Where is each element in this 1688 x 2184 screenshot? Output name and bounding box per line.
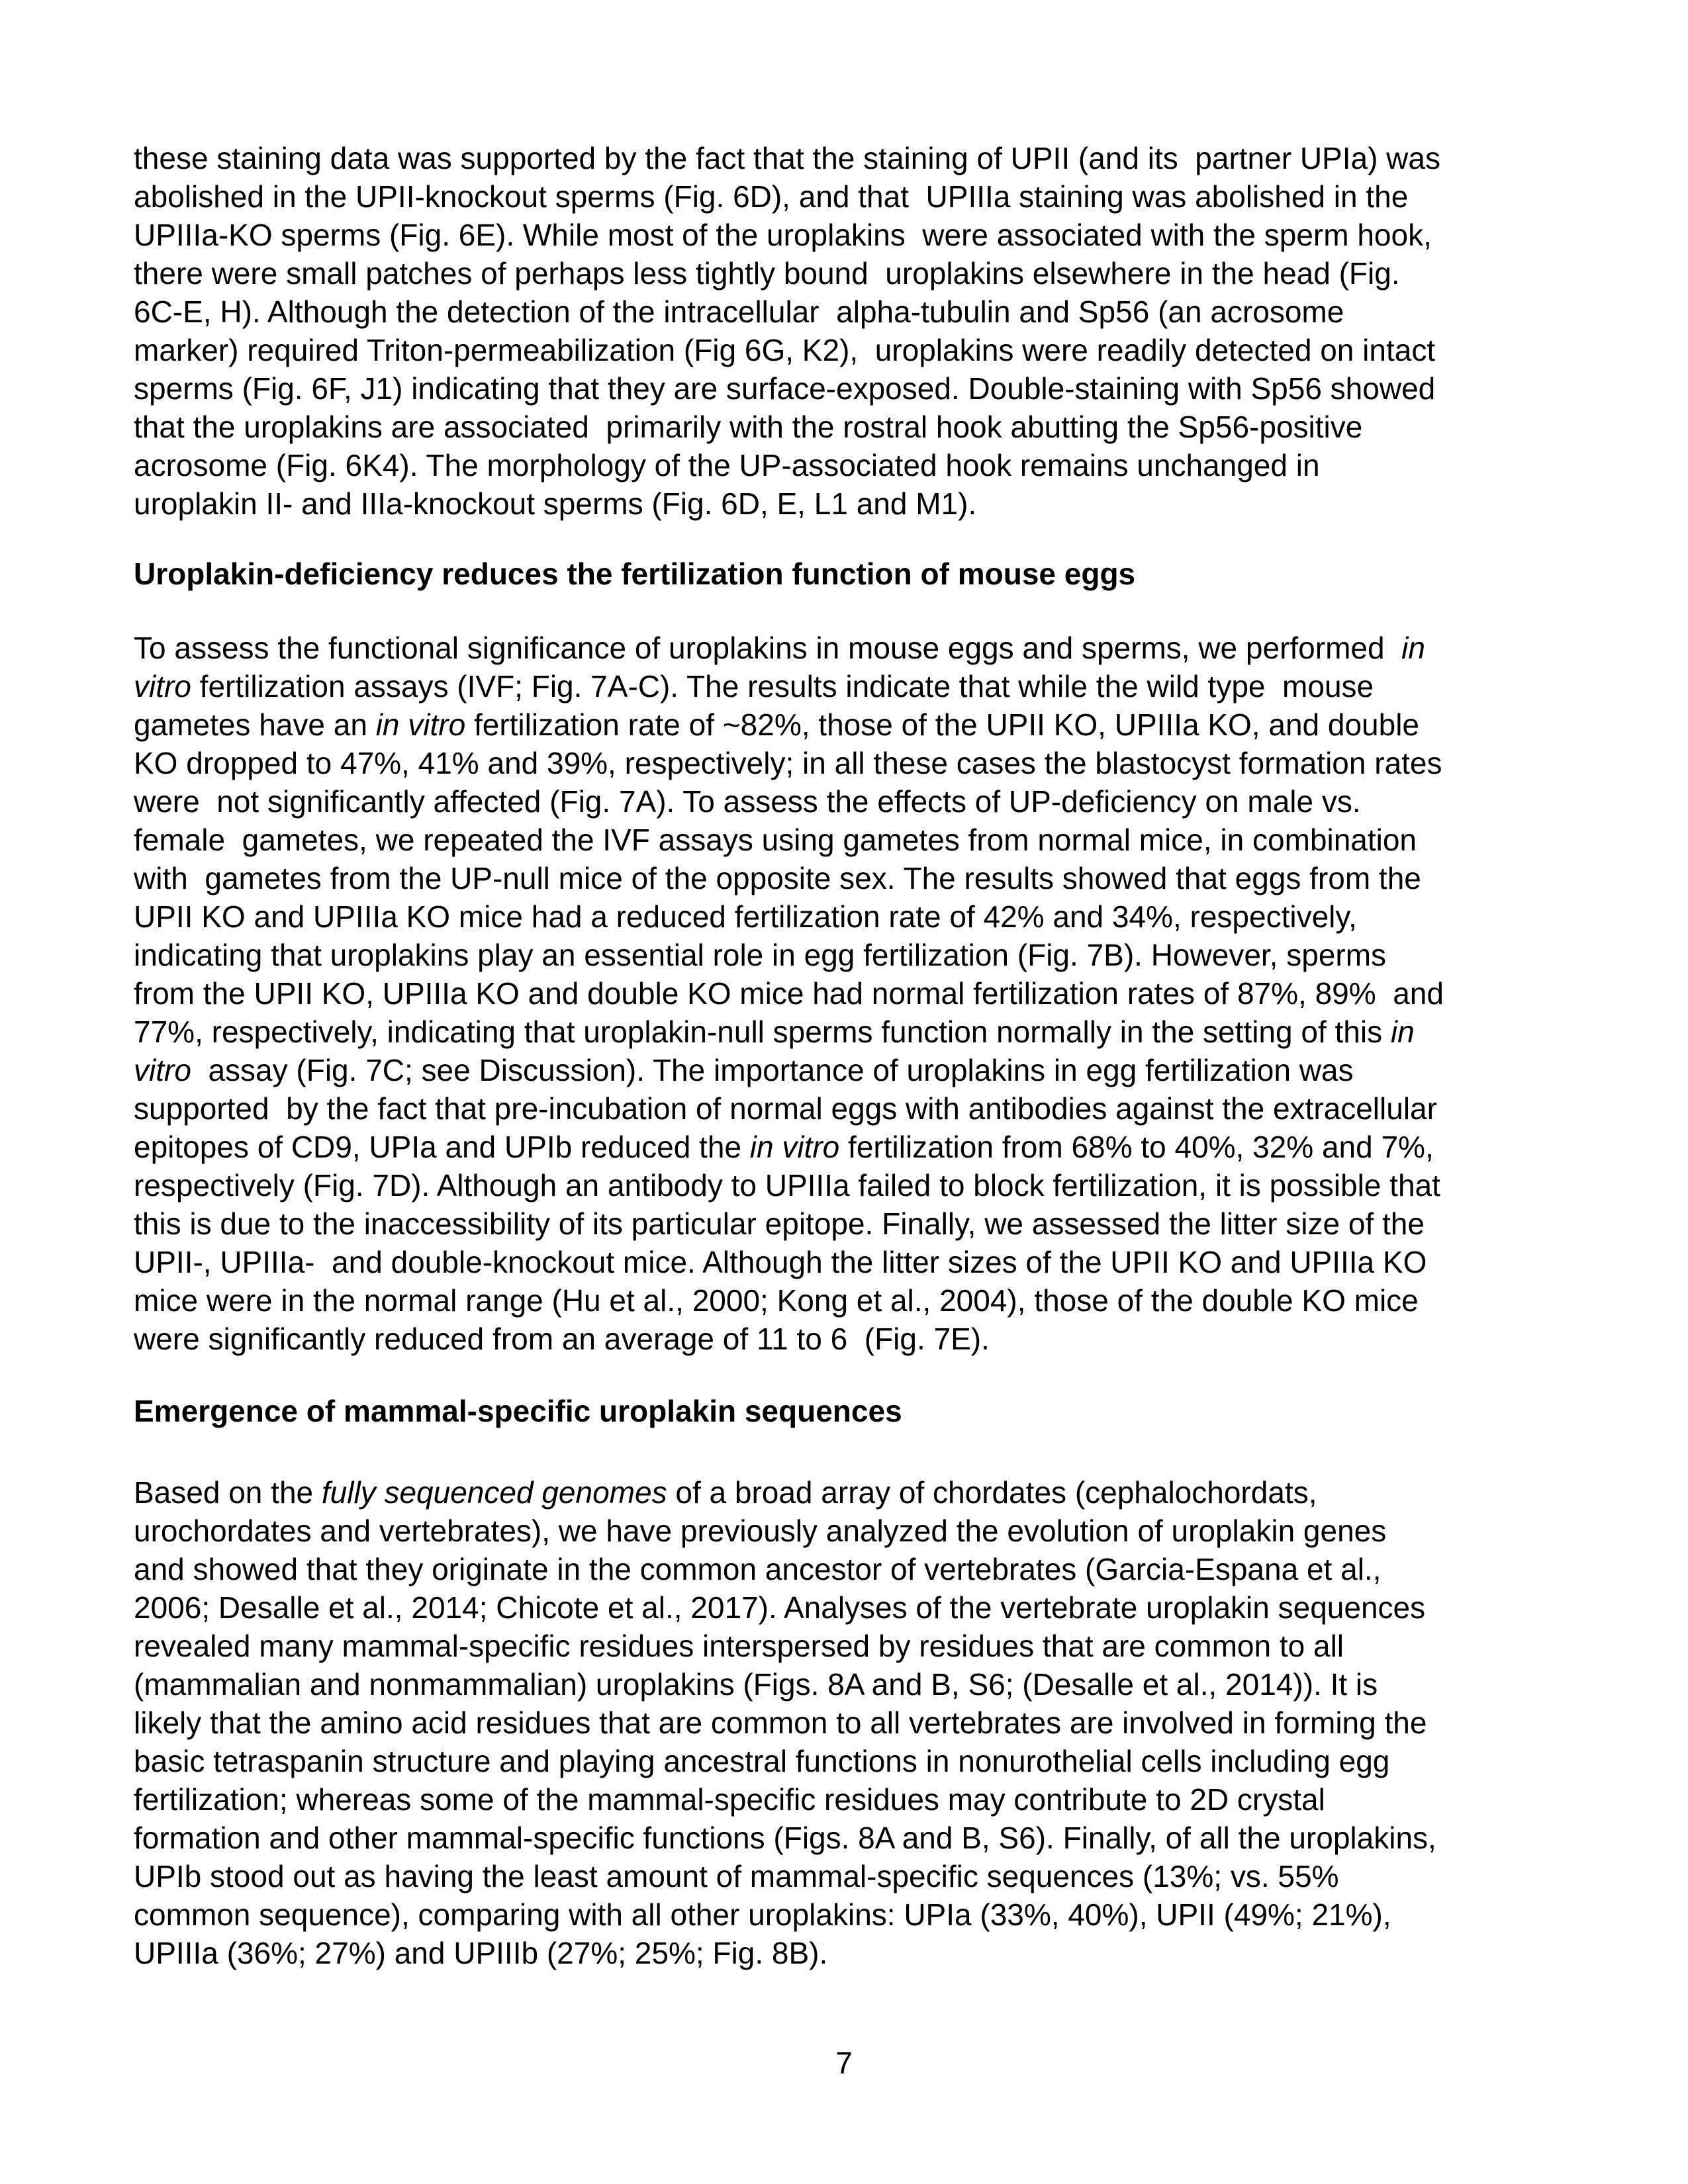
text-line: abolished in the UPII-knockout sperms (Fig. 6D), and that UPIIIa staining was abolished in the bbox=[134, 179, 1409, 214]
text-line: marker) required Triton-permeabilization (Fig 6G, K2), uroplakins were readily detected on intact bbox=[134, 333, 1436, 367]
text-line: indicating that uroplakins play an essential role in egg fertilization (Fig. 7B). However, sperms bbox=[134, 938, 1387, 972]
text-line: basic tetraspanin structure and playing ancestral functions in nonurothelial cells including egg bbox=[134, 1744, 1390, 1778]
text-line: supported by the fact that pre-incubation of normal eggs with antibodies against the extracellular bbox=[134, 1091, 1437, 1126]
text-line: with gametes from the UP-null mice of the opposite sex. The results showed that eggs from the bbox=[134, 861, 1421, 895]
text-line: 6C-E, H). Although the detection of the intracellular alpha-tubulin and Sp56 (an acrosome bbox=[134, 295, 1344, 329]
text-line: UPIb stood out as having the least amount of mammal-specific sequences (13%; vs. 55% bbox=[134, 1859, 1339, 1893]
text-line: UPII-, UPIIIa- and double-knockout mice. Although the litter sizes of the UPII KO and UPIIIa KO bbox=[134, 1245, 1427, 1279]
text-line: common sequence), comparing with all other uroplakins: UPIa (33%, 40%), UPII (49%; 21%), bbox=[134, 1897, 1391, 1932]
page-number: 7 bbox=[835, 2046, 853, 2080]
text-line: vitro fertilization assays (IVF; Fig. 7A-C). The results indicate that while the wild type mouse bbox=[134, 669, 1374, 704]
text-line: (mammalian and nonmammalian) uroplakins (Figs. 8A and B, S6; (Desalle et al., 2014)). It is bbox=[134, 1667, 1378, 1702]
text-line: Uroplakin-deficiency reduces the fertilization function of mouse eggs bbox=[134, 557, 1136, 591]
text-line: UPIIIa-KO sperms (Fig. 6E). While most of the uroplakins were associated with the sperm hook, bbox=[134, 218, 1432, 252]
text-line: UPIIIa (36%; 27%) and UPIIIb (27%; 25%; Fig. 8B). bbox=[134, 1936, 828, 1970]
text-line: epitopes of CD9, UPIa and UPIb reduced the in vitro fertilization from 68% to 40%, 32% and 7%, bbox=[134, 1130, 1434, 1164]
text-line: respectively (Fig. 7D). Although an antibody to UPIIIa failed to block fertilization, it is possible that bbox=[134, 1168, 1440, 1203]
body-paragraph bbox=[134, 629, 1597, 1358]
text-line: uroplakin II- and IIIa-knockout sperms (Fig. 6D, E, L1 and M1). bbox=[134, 486, 977, 521]
body-paragraph bbox=[134, 139, 1597, 523]
text-line: urochordates and vertebrates), we have previously analyzed the evolution of uroplakin genes bbox=[134, 1514, 1387, 1548]
section-heading bbox=[134, 1392, 1597, 1430]
text-line: To assess the functional significance of uroplakins in mouse eggs and sperms, we performed in bbox=[134, 631, 1425, 665]
text-line: from the UPII KO, UPIIIa KO and double KO mice had normal fertilization rates of 87%, 89% and bbox=[134, 976, 1444, 1011]
text-line: UPII KO and UPIIIa KO mice had a reduced fertilization rate of 42% and 34%, respectively, bbox=[134, 899, 1357, 934]
text-line: KO dropped to 47%, 41% and 39%, respectively; in all these cases the blastocyst formation rates bbox=[134, 746, 1442, 780]
text-line: that the uroplakins are associated primarily with the rostral hook abutting the Sp56-positive bbox=[134, 410, 1363, 444]
text-line: formation and other mammal-specific functions (Figs. 8A and B, S6). Finally, of all the uroplakins, bbox=[134, 1821, 1436, 1855]
text-line: likely that the amino acid residues that are common to all vertebrates are involved in forming the bbox=[134, 1706, 1427, 1740]
text-line: Based on the fully sequenced genomes of a broad array of chordates (cephalochordats, bbox=[134, 1475, 1317, 1510]
section-heading bbox=[134, 555, 1597, 593]
text-line: were significantly reduced from an average of 11 to 6 (Fig. 7E). bbox=[134, 1322, 990, 1356]
text-line: and showed that they originate in the common ancestor of vertebrates (Garcia-Espana et al., bbox=[134, 1552, 1382, 1586]
text-line: mice were in the normal range (Hu et al., 2000; Kong et al., 2004), those of the double KO mice bbox=[134, 1283, 1419, 1318]
text-line: Emergence of mammal-specific uroplakin sequences bbox=[134, 1394, 902, 1428]
text-line: 77%, respectively, indicating that uroplakin-null sperms function normally in the setting of this in bbox=[134, 1015, 1415, 1049]
text-line: these staining data was supported by the fact that the staining of UPII (and its partner UPIa) was bbox=[134, 141, 1440, 175]
text-line: gametes have an in vitro fertilization rate of ~82%, those of the UPII KO, UPIIIa KO, and double bbox=[134, 707, 1420, 742]
text-line: acrosome (Fig. 6K4). The morphology of the UP-associated hook remains unchanged in bbox=[134, 448, 1320, 482]
text-line: this is due to the inaccessibility of its particular epitope. Finally, we assessed the litter size of the bbox=[134, 1206, 1425, 1241]
text-line: revealed many mammal-specific residues interspersed by residues that are common to all bbox=[134, 1629, 1344, 1663]
text-line: there were small patches of perhaps less tightly bound uroplakins elsewhere in the head (Fig. bbox=[134, 256, 1400, 291]
text-line: vitro assay (Fig. 7C; see Discussion). The importance of uroplakins in egg fertilization was bbox=[134, 1053, 1354, 1087]
text-line: were not significantly affected (Fig. 7A). To assess the effects of UP-deficiency on male vs. bbox=[134, 784, 1361, 819]
text-line: sperms (Fig. 6F, J1) indicating that they are surface-exposed. Double-staining with Sp56 showed bbox=[134, 371, 1436, 406]
body-paragraph bbox=[134, 1473, 1597, 1972]
text-line: female gametes, we repeated the IVF assays using gametes from normal mice, in combination bbox=[134, 823, 1417, 857]
text-line: 2006; Desalle et al., 2014; Chicote et al., 2017). Analyses of the vertebrate uroplakin sequences bbox=[134, 1590, 1426, 1625]
text-line: fertilization; whereas some of the mammal-specific residues may contribute to 2D crystal bbox=[134, 1782, 1325, 1817]
